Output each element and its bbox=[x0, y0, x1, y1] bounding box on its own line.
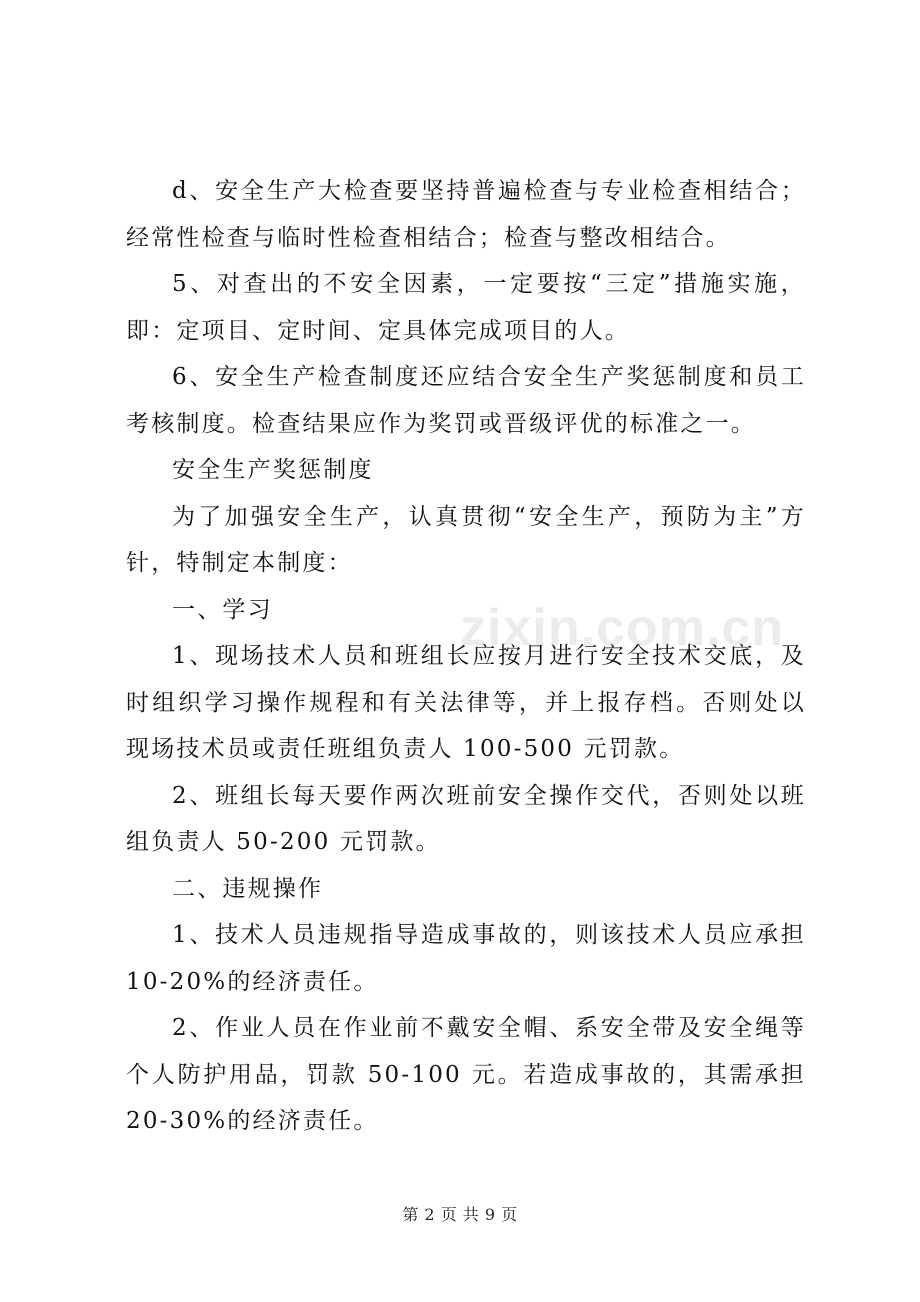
page-number-footer: 第 2 页 共 9 页 bbox=[402, 1205, 518, 1224]
subsection-title-violations: 二、违规操作 bbox=[172, 875, 324, 902]
watermark-logo: zixin.com.cn bbox=[460, 599, 785, 657]
paragraph-reward-linkage: 6、安全生产检查制度还应结合安全生产奖惩制度和员工考核制度。检查结果应作为奖罚或晋级评优的标准之一。 bbox=[126, 364, 806, 437]
paragraph-inspection-principles: d、安全生产大检查要坚持普遍检查与专业检查相结合；经常性检查与临时性检查相结合；检查与整改相结合。 bbox=[126, 178, 806, 251]
section-title-reward-punishment: 安全生产奖惩制度 bbox=[172, 457, 374, 483]
paragraph-violation-item-2: 2、作业人员在作业前不戴安全帽、系安全带及安全绳等个人防护用品，罚款 50-100 元。若造成事故的，其需承担 20-30%的经济责任。 bbox=[126, 1015, 806, 1134]
document-body bbox=[126, 168, 806, 1145]
paragraph-study-item-2: 2、班组长每天要作两次班前安全操作交代，否则处以班组负责人 50-200 元罚款。 bbox=[126, 782, 806, 855]
subsection-title-study: 一、学习 bbox=[172, 596, 273, 623]
paragraph-three-fixed-measures: 5、对查出的不安全因素，一定要按“三定”措施实施，即：定项目、定时间、定具体完成项目的人。 bbox=[126, 271, 806, 344]
paragraph-study-item-1: 1、现场技术人员和班组长应按月进行安全技术交底，及时组织学习操作规程和有关法律等，并上报存档。否则处以现场技术员或责任班组负责人 100-500 元罚款。 bbox=[126, 643, 806, 762]
paragraph-violation-item-1: 1、技术人员违规指导造成事故的，则该技术人员应承担 10-20%的经济责任。 bbox=[126, 922, 806, 995]
paragraph-purpose: 为了加强安全生产，认真贯彻“安全生产，预防为主”方针，特制定本制度： bbox=[126, 503, 806, 576]
